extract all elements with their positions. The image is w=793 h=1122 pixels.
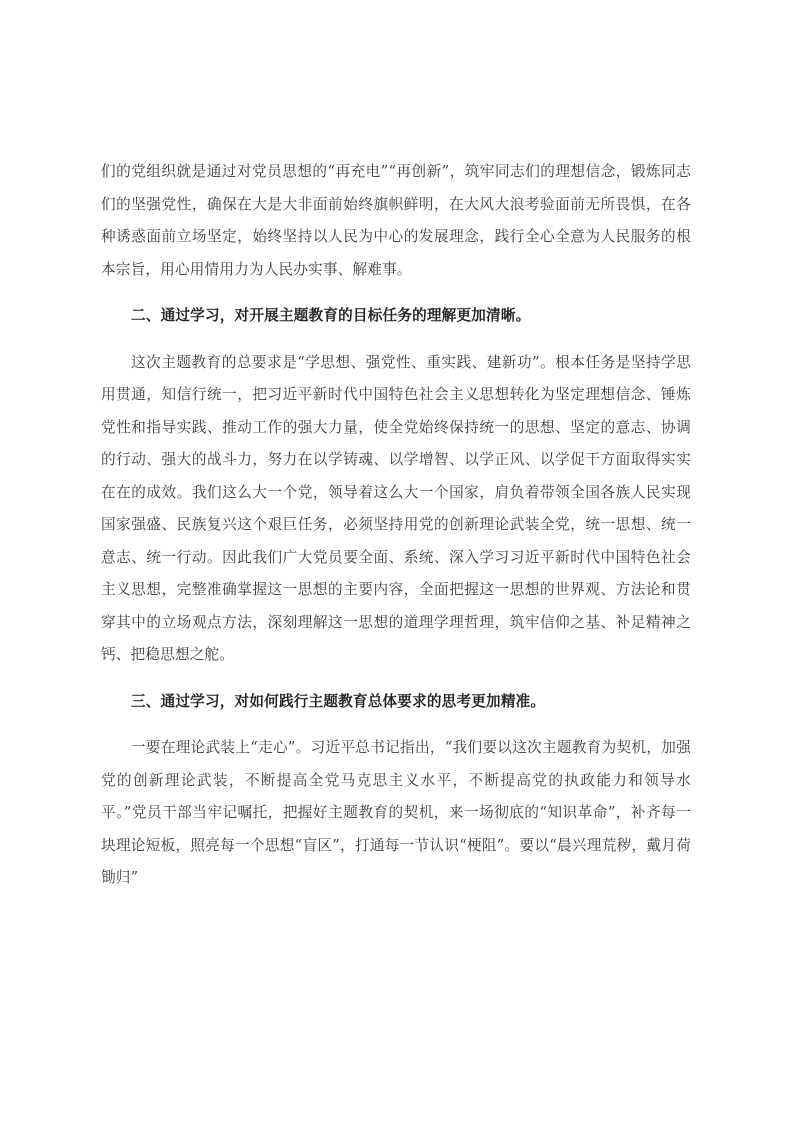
body-paragraph: 们的党组织就是通过对党员思想的“再充电”“再创新”，筑牢同志们的理想信念，锻炼同志们的坚强党性，确保在大是大非面前始终旗帜鲜明，在大风大浪考验面前无所畏惧，在各种诱惑面前立场坚定，始终坚持以人民为中心的发展理念，践行全心全意为人民服务的根本宗旨，用心用情用力为人民办实事、解难事。 [101,163,691,278]
section-heading-2: 二、通过学习，对开展主题教育的目标任务的理解更加清晰。 [131,307,531,324]
body-paragraph: 这次主题教育的总要求是“学思想、强党性、重实践、建新功”。根本任务是坚持学思用贯通，知信行统一，把习近平新时代中国特色社会主义思想转化为坚定理想信念、锤炼党性和指导实践、推动工作的强大力量，使全党始终保持统一的思想、坚定的意志、协调的行动、强大的战斗力，努力在以学铸魂、以学增智、以学正风、以学促干方面取得实实在在的成效。我们这么大一个党，领导着这么大一个国家，肩负着带领全国各族人民实现国家强盛、民族复兴这个艰巨任务，必须坚持用党的创新理论武装全党，统一思想、统一意志、统一行动。因此我们广大党员要全面、系统、深入学习习近平新时代中国特色社会主义思想，完整准确掌握这一思想的主要内容，全面把握这一思想的世界观、方法论和贯穿其中的立场观点方法，深刻理解这一思想的道理学理哲理，筑牢信仰之基、补足精神之钙、把稳思想之舵。 [101,353,691,663]
document-page [101,156,691,895]
section-heading-3: 三、通过学习，对如何践行主题教育总体要求的思考更加精准。 [131,692,546,710]
body-paragraph: 一要在理论武装上“走心”。习近平总书记指出，“我们要以这次主题教育为契机，加强党的创新理论武装，不断提高全党马克思主义水平，不断提高党的执政能力和领导水平。”党员干部当牢记嘱托，把握好主题教育的契机，来一场彻底的“知识革命”，补齐每一块理论短板，照亮每一个思想“盲区”，打通每一节认识“梗阻”。要以“晨兴理荒秽，戴月荷锄归” [101,739,691,886]
